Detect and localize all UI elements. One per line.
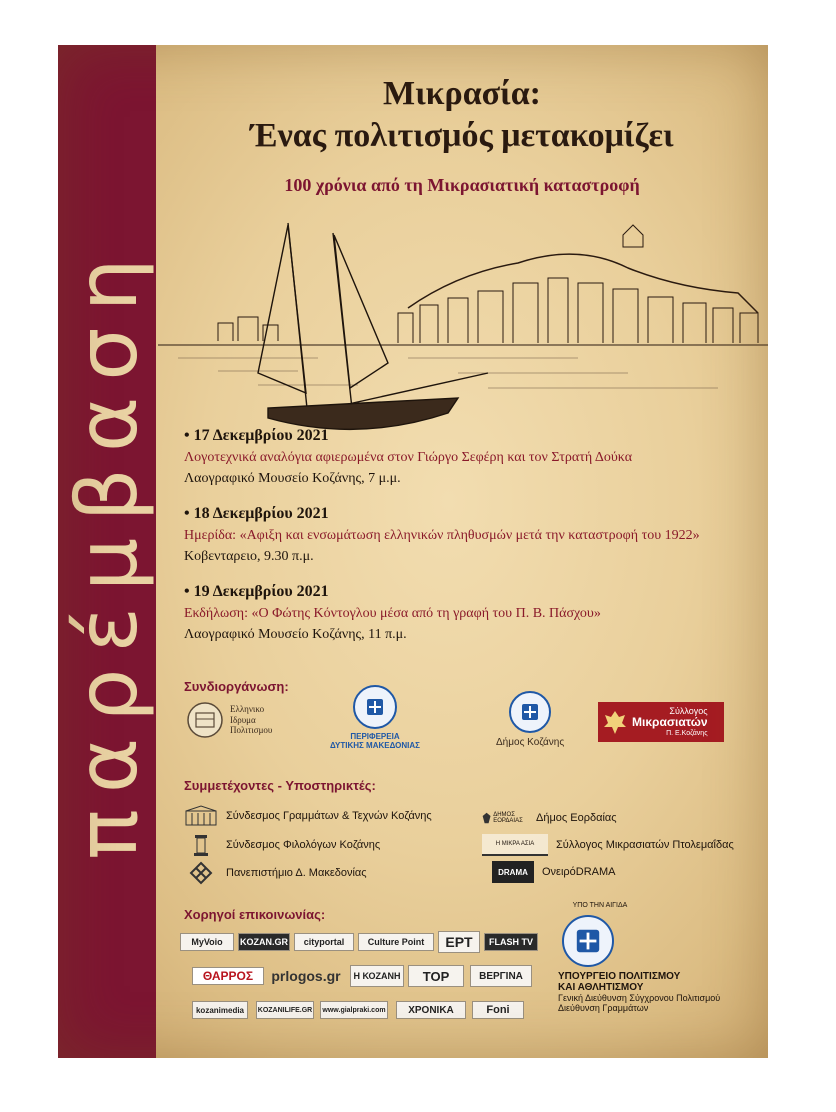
org-label: Σύλλογος Μικρασιατών Π. Ε.Κοζάνης (632, 705, 708, 738)
sponsor-logo: KOZAN.GR (238, 933, 290, 951)
sponsor-logo: ΕΡΤ (438, 931, 480, 953)
sponsor-logo: ΒΕΡΓΙΝΑ (470, 965, 532, 987)
ministry-line: ΥΠΟΥΡΓΕΙΟ ΠΟΛΙΤΙΣΜΟΥ (558, 971, 681, 982)
participant-label: Σύνδεσμος Φιλολόγων Κοζάνης (226, 839, 381, 851)
event-place: Λαογραφικό Μουσείο Κοζάνης, 7 μ.μ. (184, 471, 401, 486)
participant-2 (184, 834, 380, 856)
ministry-line: Διεύθυνση Γραμμάτων (558, 1003, 649, 1013)
sponsor-logo: kozanimedia (192, 1001, 248, 1019)
oneirodrama-logo-icon: DRAMA (492, 861, 534, 883)
sponsor-logo: cityportal (294, 933, 354, 951)
sponsor-logo: ΧΡΟΝΙΚΑ (396, 1001, 466, 1019)
participant-label: Σύλλογος Μικρασιατών Πτολεμαΐδας (556, 839, 734, 851)
event-place: Κοβενταρειο, 9.30 π.μ. (184, 549, 314, 564)
org-municipality-kozani (496, 691, 564, 749)
org-label: ΠΕΡΙΦΕΡΕΙΑ ΔΥΤΙΚΗΣ ΜΑΚΕΔΟΝΙΑΣ (330, 732, 420, 751)
title-line-2: Ένας πολιτισμός μετακομίζει (250, 117, 674, 154)
event-1 (184, 427, 764, 487)
sailboat (258, 223, 488, 429)
city-skyline (158, 225, 768, 345)
org-label: Ελληνικο Ιδρυμα Πολιτισμου (230, 704, 273, 736)
building-icon (184, 805, 218, 827)
sponsor-logo: ΘΑΡΡΟΣ (192, 967, 264, 985)
participant-label: ΟνειρόDRAMA (542, 866, 616, 878)
participant-5 (482, 834, 734, 856)
sailboat-illustration (158, 213, 768, 443)
ministry-line: Γενική Διεύθυνση Σύγχρονου Πολιτισμού (558, 993, 721, 1003)
greek-emblem-icon (562, 915, 614, 967)
event-date: • 17 Δεκεμβρίου 2021 (184, 427, 329, 444)
org-region-west-macedonia (330, 685, 420, 750)
event-2 (184, 505, 764, 565)
participant-6 (492, 861, 616, 883)
sponsor-logo: www.gialpraki.com (320, 1001, 388, 1019)
asia-minor-logo-icon: Η ΜΙΚΡΑ ΑΣΙΑ (482, 834, 548, 856)
sponsor-logo: Culture Point (358, 933, 434, 951)
greek-emblem-icon (353, 685, 397, 729)
sponsor-logo: FLASH TV (484, 933, 538, 951)
sponsor-logo: prlogos.gr (271, 968, 341, 984)
sponsor-logo: KOZANILIFE.GR (256, 1001, 314, 1019)
ministry-line: ΚΑΙ ΑΘΛΗΤΙΣΜΟΥ (558, 982, 644, 993)
event-description: Εκδήλωση: «Ο Φώτης Κόντογλου μέσα από τη γραφή του Π. Β. Πάσχου» (184, 606, 601, 621)
event-date: • 18 Δεκεμβρίου 2021 (184, 505, 329, 522)
eordaia-logo-icon: ΔΗΜΟΣ ΕΟΡΔΑΙΑΣ (482, 807, 528, 829)
sponsor-logo: Η ΚΟΖΑΝΗ (350, 965, 404, 987)
sponsor-logo: MyVoio (180, 933, 234, 951)
participants-heading: Συμμετέχοντες - Υποστηρικτές: (184, 778, 376, 793)
participant-label: Πανεπιστήμιο Δ. Μακεδονίας (226, 867, 367, 879)
subtitle: 100 χρόνια από τη Μικρασιατική καταστροφή (284, 175, 640, 195)
event-description: Λογοτεχνικά αναλόγια αφιερωμένα στον Γιώργο Σεφέρη και τον Στρατή Δούκα (184, 450, 633, 465)
participant-3 (184, 862, 367, 884)
participant-4 (482, 807, 617, 829)
event-date: • 19 Δεκεμβρίου 2021 (184, 583, 329, 600)
participant-label: Δήμος Εορδαίας (536, 812, 617, 824)
side-band (58, 45, 156, 1058)
participant-1 (184, 805, 432, 827)
aegis-label: ΥΠΟ ΤΗΝ ΑΙΓΙΔΑ (572, 902, 628, 909)
sponsor-logo: Foni (472, 1001, 524, 1019)
byzantine-eagle-icon (602, 707, 628, 737)
foundation-emblem-icon (186, 701, 224, 739)
event-description: Ημερίδα: «Αφιξη και ενσωμάτωση ελληνικών πληθυσμών μετά την καταστροφή του 1922» (184, 528, 700, 543)
sponsor-logo: ΤΟΡ (408, 965, 464, 987)
participant-label: Σύνδεσμος Γραμμάτων & Τεχνών Κοζάνης (226, 810, 432, 822)
coorganization-heading: Συνδιοργάνωση: (184, 679, 289, 694)
title-line-1: Μικρασία: (382, 75, 541, 112)
sponsors-heading: Χορηγοί επικοινωνίας: (184, 907, 326, 922)
ministry-block (558, 971, 720, 1013)
vertical-title: παρέμβαση (58, 242, 156, 860)
knot-icon (184, 862, 218, 884)
event-3 (184, 583, 764, 643)
column-icon (184, 834, 218, 856)
poster (58, 45, 768, 1058)
greek-emblem-icon (509, 691, 551, 733)
org-asia-minor-association (598, 702, 724, 742)
org-hellenic-foundation (186, 701, 272, 739)
event-place: Λαογραφικό Μουσείο Κοζάνης, 11 π.μ. (184, 627, 407, 642)
org-label: Δήμος Κοζάνης (496, 737, 565, 748)
